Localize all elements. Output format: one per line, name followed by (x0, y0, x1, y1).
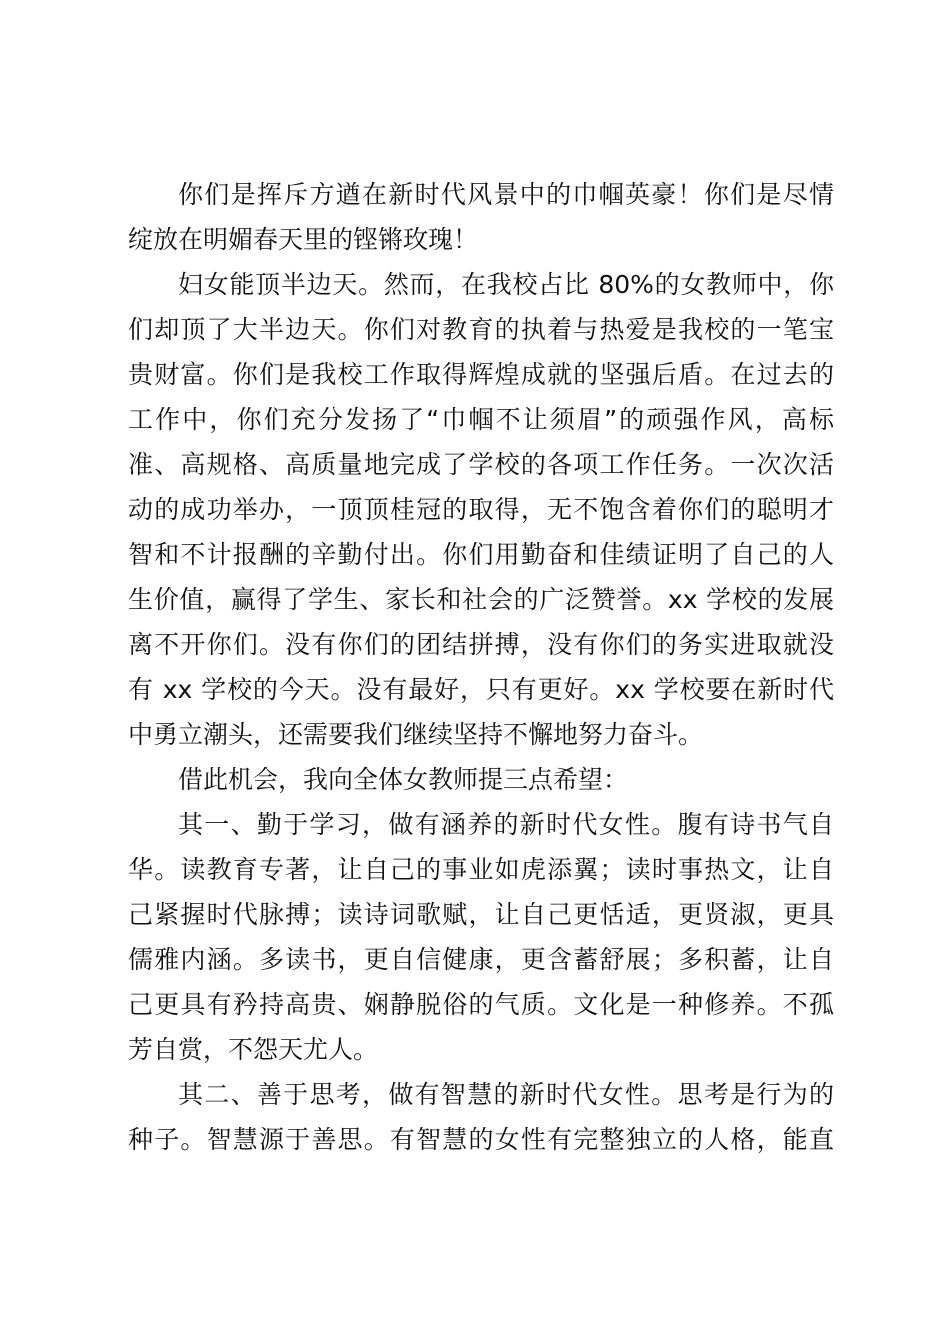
text-line: 们却顶了大半边天。你们对教育的执着与热爱是我校的一笔宝 (128, 315, 834, 344)
paragraph-3 (128, 757, 834, 802)
text-line: 己紧握时代脉搏；读诗词歌赋，让自己更恬适，更贤淑，更具 (128, 900, 834, 929)
text-line: 生价值，赢得了学生、家长和社会的广泛赞誉。xx 学校的发展 (128, 585, 834, 614)
text-line: 芳自赏，不怨天尤人。 (128, 1035, 379, 1064)
paragraph-2 (128, 262, 834, 757)
paragraph-1 (128, 172, 834, 262)
text-line: 准、高规格、高质量地完成了学校的各项工作任务。一次次活 (128, 450, 834, 479)
text-line: 其二、善于思考，做有智慧的新时代女性。思考是行为的 (178, 1080, 834, 1109)
text-line: 中勇立潮头，还需要我们继续坚持不懈地努力奋斗。 (128, 720, 704, 749)
text-line: 工作中，你们充分发扬了“巾帼不让须眉”的顽强作风，高标 (128, 405, 834, 434)
text-line: 有 xx 学校的今天。没有最好，只有更好。xx 学校要在新时代 (128, 675, 834, 704)
text-line: 你们是挥斥方遒在新时代风景中的巾帼英豪！你们是尽情 (178, 180, 834, 209)
text-line: 离不开你们。没有你们的团结拼搏，没有你们的务实进取就没 (128, 630, 834, 659)
text-line: 华。读教育专著，让自己的事业如虎添翼；读时事热文，让自 (128, 855, 834, 884)
text-line: 智和不计报酬的辛勤付出。你们用勤奋和佳绩证明了自己的人 (128, 540, 834, 569)
text-line: 己更具有矜持高贵、娴静脱俗的气质。文化是一种修养。不孤 (128, 990, 834, 1019)
body-text (128, 172, 834, 1162)
text-line: 贵财富。你们是我校工作取得辉煌成就的坚强后盾。在过去的 (128, 360, 834, 389)
text-line: 绽放在明媚春天里的铿锵玫瑰！ (128, 225, 479, 254)
text-line: 儒雅内涵。多读书，更自信健康，更含蓄舒展；多积蓄，让自 (128, 945, 834, 974)
text-line: 动的成功举办，一顶顶桂冠的取得，无不饱含着你们的聪明才 (128, 495, 834, 524)
text-line: 借此机会，我向全体女教师提三点希望： (178, 765, 629, 794)
text-line: 种子。智慧源于善思。有智慧的女性有完整独立的人格，能直 (128, 1125, 834, 1154)
text-line: 妇女能顶半边天。然而，在我校占比 80%的女教师中，你 (178, 270, 834, 299)
paragraph-5 (128, 1072, 834, 1162)
paragraph-4 (128, 802, 834, 1072)
text-line: 其一、勤于学习，做有涵养的新时代女性。腹有诗书气自 (178, 810, 834, 839)
